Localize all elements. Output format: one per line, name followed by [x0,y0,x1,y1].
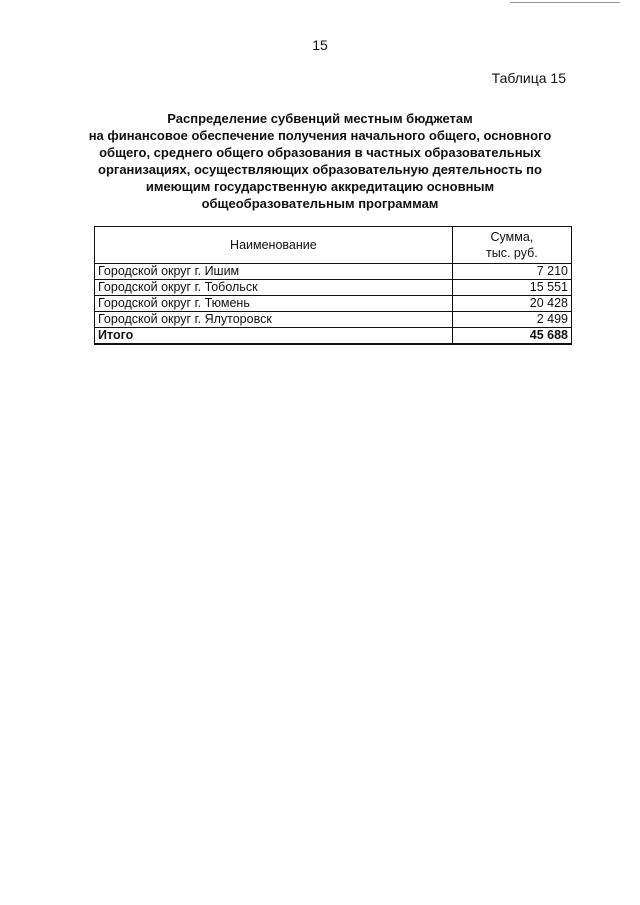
header-sum-line2: тыс. руб. [486,246,538,260]
row-sum: 7 210 [452,264,571,280]
title-line: организациях, осуществляющих образовательную деятельность по [98,162,542,177]
title-line: имеющим государственную аккредитацию основным [145,179,495,194]
total-sum: 45 688 [452,328,571,345]
row-name: Городской округ г. Ишим [95,264,453,280]
row-sum: 20 428 [452,296,571,312]
header-sum [452,227,571,264]
header-name: Наименование [95,227,453,264]
page-number: 15 [312,37,328,53]
row-name: Городской округ г. Тюмень [95,296,453,312]
row-name: Городской округ г. Тобольск [95,280,453,296]
table-caption: Таблица 15 [491,70,566,86]
table-row [95,264,572,280]
header-sum-line1: Сумма, [490,230,534,244]
top-edge-rule [510,2,620,3]
table-row [95,296,572,312]
table-row [95,280,572,296]
total-row [95,328,572,345]
row-sum: 15 551 [452,280,571,296]
subvention-table [94,226,572,345]
document-title [80,110,560,212]
table-header-row [95,227,572,264]
total-label: Итого [95,328,453,345]
row-sum: 2 499 [452,312,571,328]
row-name: Городской округ г. Ялуторовск [95,312,453,328]
title-line: общего, среднего общего образования в частных образовательных [99,145,541,160]
table-row [95,312,572,328]
title-line: на финансовое обеспечение получения начального общего, основного [88,128,552,143]
title-line: Распределение субвенций местным бюджетам [167,111,473,126]
title-line: общеобразовательным программам [201,196,439,211]
